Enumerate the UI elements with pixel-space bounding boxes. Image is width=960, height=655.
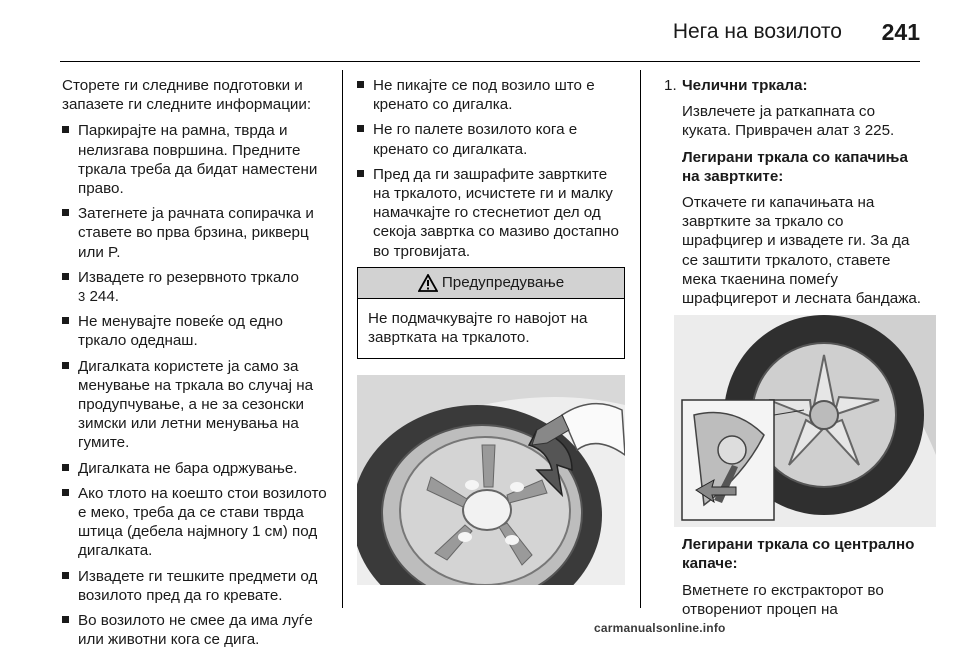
step-title: Челични тркала:	[682, 77, 808, 94]
list-item: Дигалката не бара одржување.	[62, 459, 334, 478]
column-divider-1	[342, 70, 343, 608]
bolt-cap-removal-image	[674, 315, 936, 527]
list-item: Затегнете ја рачната сопирачка и ставете во прва брзина, рикверц или P.	[62, 204, 334, 262]
bullet-icon	[62, 362, 69, 369]
sub-heading-center-cap: Легирани тркала со централно капаче:	[682, 536, 915, 573]
bullet-icon	[357, 81, 364, 88]
page-ref-link[interactable]: 225.	[864, 122, 895, 140]
step-number: 1.	[664, 77, 677, 94]
warning-triangle-icon	[418, 274, 438, 292]
page-header	[0, 0, 960, 60]
warning-box	[357, 267, 625, 359]
page-ref-icon: 3	[853, 123, 861, 139]
warning-title: Предупредување	[441, 274, 565, 292]
bullet-icon	[357, 125, 364, 132]
warning-header	[358, 268, 624, 299]
list-item: Извадете ги тешките предмети од возилото пред да го кревате.	[62, 567, 334, 605]
page-number: 241	[881, 19, 920, 45]
bullet-icon	[62, 126, 69, 133]
hubcap-removal-illustration	[357, 375, 625, 585]
bullet-icon	[62, 209, 69, 216]
hubcap-removal-image	[357, 375, 625, 585]
step-text: Извлечете ја раткапната со куката. Приврачен алат 3 225.	[682, 103, 895, 140]
column-1	[62, 76, 334, 655]
header-rule	[60, 61, 920, 62]
intro-paragraph: Сторете ги следниве подготовки и запазете ги следните информации:	[62, 77, 312, 114]
section-title: Нега на возилото	[672, 20, 842, 43]
list-item: Во возилото не смее да има луѓе или животни кога се дига.	[62, 611, 334, 649]
page-ref-icon: 3	[78, 289, 86, 305]
column-3	[664, 76, 924, 626]
sub-text-bolt-caps: Откачете ги капачињата на завртките за тркало со шрафцигер и извадете ги. За да се заштити тркалото, ставете мека ткаенина помеѓу шрафцигерот и лесната бандажа.	[682, 194, 922, 308]
list-item: Паркирајте на рамна, тврда и нелизгава површина. Предните тркала треба да бидат наместени право.	[62, 121, 334, 198]
list-item: Извадете го резервното тркало 3 244.	[62, 268, 334, 306]
bullet-icon	[62, 464, 69, 471]
bullet-icon	[62, 616, 69, 623]
bullet-icon	[62, 572, 69, 579]
sub-text-center-cap: Вметнете го екстракторот во отворениот процеп на	[682, 581, 884, 618]
sub-heading-bolt-caps: Легирани тркала со капачиња на завртките:	[682, 148, 908, 185]
list-item: Не пикајте се под возило што е кренато со дигалка.	[357, 76, 625, 114]
safety-list	[357, 76, 625, 261]
bullet-icon	[62, 273, 69, 280]
column-divider-2	[640, 70, 641, 608]
list-item: Не го палете возилото кога е кренато со дигалката.	[357, 120, 625, 158]
list-item: Не менувајте повеќе од едно тркало одеднаш.	[62, 312, 334, 350]
list-item: Ако тлото на коешто стои возилото е меко, треба да се стави тврда штица (дебела најмногу 1 см) под дигалката.	[62, 484, 334, 561]
warning-text: Не подмачкувајте го навојот на завртката на тркалото.	[368, 309, 588, 347]
step-1	[664, 76, 924, 619]
column-2	[357, 76, 625, 585]
list-item: Дигалката користете ја само за менување на тркала во случај на продупчување, а не за сезонски зимски или летни менувања на гумите.	[62, 357, 334, 453]
watermark-text: carmanualsonline.info	[594, 621, 726, 635]
bullet-icon	[357, 170, 364, 177]
bullet-icon	[62, 489, 69, 496]
list-item: Пред да ги зашрафите завртките на тркалото, исчистете ги и малку намачкајте го стеснетиот дел од секоја завртка со мазиво достапно во трговијата.	[357, 165, 625, 261]
bolt-cap-removal-illustration	[674, 315, 936, 527]
bullet-icon	[62, 317, 69, 324]
page-ref-link[interactable]: 244.	[89, 288, 120, 306]
preparation-list	[62, 121, 334, 649]
